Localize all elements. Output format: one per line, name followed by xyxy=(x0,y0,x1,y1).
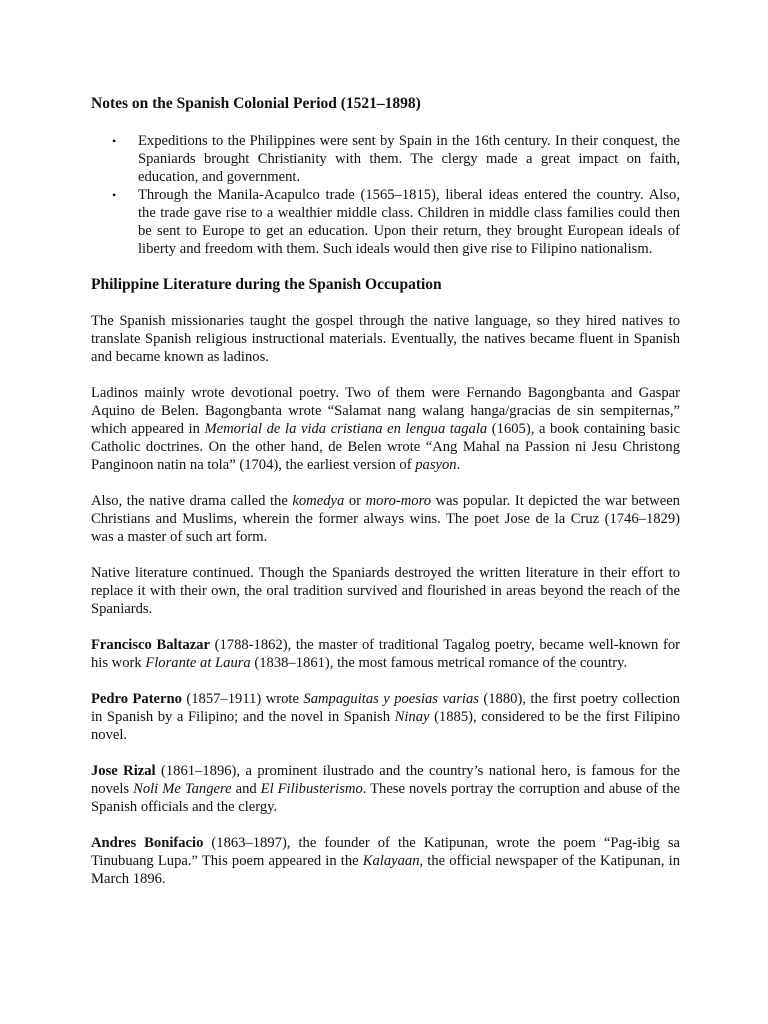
text-run: was popular. It depicted the war between Christians and Muslims, wherein the former always wins. The poet Jose de la Cruz (1746–1829) was a master of such art form. xyxy=(91,493,680,545)
paragraph-rizal xyxy=(91,762,680,816)
italic-title: Memorial de la vida cristiana en lengua tagala xyxy=(204,421,488,437)
text-run: Ladinos mainly wrote devotional poetry. Two of them were Fernando Bagongbanta and Gaspar Aquino de Belen. Bagongbanta wrote “Salamat nang walang hanga/gracias de sin sempiternas,” which appeared in xyxy=(91,385,680,437)
text-run: Also, the native drama called the xyxy=(91,493,293,509)
text-run: (1838–1861), the most famous metrical romance of the country. xyxy=(250,655,628,671)
author-name: Andres Bonifacio xyxy=(91,835,204,851)
paragraph-paterno xyxy=(91,690,680,744)
text-run: (1861–1896), a prominent ilustrado and the country’s national hero, is famous for the novels xyxy=(91,763,680,797)
paragraph-native-literature: Native literature continued. Though the Spaniards destroyed the written literature in their effort to replace it with their own, the oral tradition survived and flourished in areas beyond the reach of the Spaniards. xyxy=(91,565,680,617)
notes-bullet-list xyxy=(91,132,680,258)
text-run: (1605), a book containing basic Catholic doctrines. On the other hand, de Belen wrote “Ang Mahal na Passion ni Jesu Christong Panginoon natin na tola” (1704), the earliest version of xyxy=(91,421,680,473)
italic-term: pasyon xyxy=(415,457,457,473)
italic-title: Noli Me Tangere xyxy=(133,781,232,797)
paragraph-ladinos xyxy=(91,384,680,474)
paragraph-bonifacio xyxy=(91,834,680,888)
text-run: (1885), considered to be the first Filipino novel. xyxy=(91,709,680,743)
italic-title: Kalayaan xyxy=(362,853,420,869)
text-run: (1788-1862), the master of traditional Tagalog poetry, became well-known for his work xyxy=(91,637,680,671)
text-run: (1857–1911) wrote xyxy=(181,691,304,707)
paragraph-baltazar xyxy=(91,636,680,672)
italic-title: Florante at Laura xyxy=(145,655,251,671)
section-heading-colonial-period: Notes on the Spanish Colonial Period (1521–1898) xyxy=(91,95,421,112)
author-name: Jose Rizal xyxy=(91,763,156,779)
bullet-item: • Expeditions to the Philippines were sent by Spain in the 16th century. In their conquest, the Spaniards brought Christianity with them. The clergy made a great impact on faith, education, and government. xyxy=(91,132,680,186)
section-heading-literature: Philippine Literature during the Spanish Occupation xyxy=(91,276,442,293)
text-run: . These novels portray the corruption and abuse of the Spanish officials and the clergy. xyxy=(91,781,680,815)
author-name: Francisco Baltazar xyxy=(91,637,210,653)
text-run: . xyxy=(456,457,461,473)
italic-term: komedya xyxy=(292,493,345,509)
text-run: (1863–1897), the founder of the Katipunan, wrote the poem “Pag-ibig sa Tinubuang Lupa.” This poem appeared in the xyxy=(91,835,680,869)
text-run: or xyxy=(344,493,366,509)
paragraph-komedya xyxy=(91,492,680,546)
text-run: and xyxy=(231,781,261,797)
author-name: Pedro Paterno xyxy=(91,691,182,707)
text-run: (1880), the first poetry collection in Spanish by a Filipino; and the novel in Spanish xyxy=(91,691,680,725)
italic-title: Ninay xyxy=(394,709,430,725)
italic-title: Sampaguitas y poesias varias xyxy=(303,691,479,707)
italic-title: El Filibusterismo xyxy=(260,781,363,797)
bullet-item: • Through the Manila-Acapulco trade (1565–1815), liberal ideas entered the country. Also, the trade gave rise to a wealthier middle class. Children in middle class families could then be sent to Europe to get an education. Upon their return, they brought European ideals of liberty and freedom with them. Such ideals would then give rise to Filipino nationalism. xyxy=(91,186,680,258)
italic-term: moro-moro xyxy=(365,493,432,509)
paragraph-missionaries: The Spanish missionaries taught the gospel through the native language, so they hired natives to translate Spanish religious instructional materials. Eventually, the natives became fluent in Spanish and became known as ladinos. xyxy=(91,313,680,365)
text-run: , the official newspaper of the Katipunan, in March 1896. xyxy=(91,853,680,887)
